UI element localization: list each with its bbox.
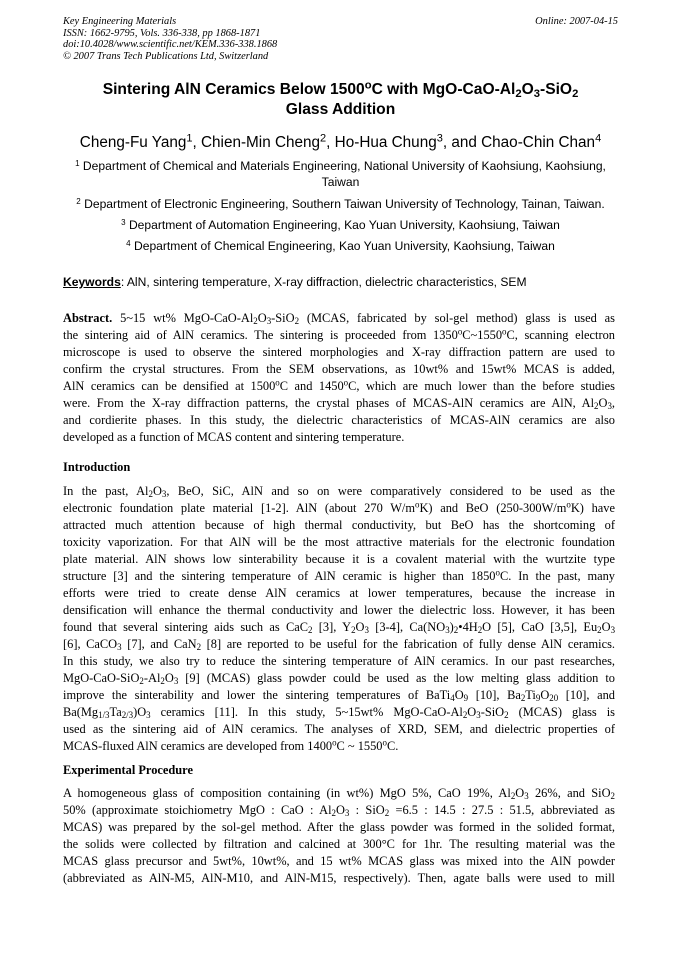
author-list: Cheng-Fu Yang$^1$, Chien-Min Cheng$^2$, Ho-Hua Chung$^3$, and Chao-Chin Chan$^4$ (79, 132, 602, 151)
paper-title: Sintering AlN Ceramics Below 1500$^o$C with MgO-$CaO-Al_2O_3-SiO_2$ Glass Addition (63, 80, 618, 120)
section-heading-experimental: Experimental Procedure (63, 763, 193, 777)
journal-doi: doi:10.4028/www.scientific.net/KEM.336-338.1868 (63, 39, 278, 51)
author-name: Chien-Min Cheng (201, 134, 321, 151)
affiliation: $^1$ Department of Chemical and Materials Engineering, National University of Kaohsiung, Kaohsiung, Taiwan (75, 159, 606, 189)
keywords (63, 274, 623, 290)
affiliation: $^3$ Department of Automation Engineering, Kao Yuan University, Kaohsiung, Taiwan (121, 218, 560, 232)
journal-copyright: © 2007 Trans Tech Publications Ltd, Switzerland (63, 50, 269, 62)
section-heading-introduction: Introduction (63, 460, 131, 474)
journal-issn: ISSN: 1662-9795, Vols. 336-338, pp 1868-1871 (63, 27, 261, 39)
introduction-body: In the past, $Al_2O_3$, BeO, SiC, AlN and so on were comparatively considered to be used as the electronic foundation plate material [1-2]. AlN (about 270 $W/m^oK$) and BeO $(250-300W/m^oK)$ have attracted much attention because of high thermal conductivity, but BeO has the shortcoming of toxicity vaporization. For that AlN will be the most attractive materials for the electronic foundation plate material. AlN shows low sinterability because it is a covalent material with the wurtzite type structure [3] and the sintering temperature of AlN ceramic is higher than 1850$^o$C. In the past, many efforts were tried to create dense AlN ceramics at lower temperatures, because the increase in densification will enhance the thermal conductivity and lower the dielectric loss. However, it has been found that several sintering aids such as CaC$_2$ [3], $Y_2O_3$ [3-4], $Ca(NO_3)_2•4H_2O$ [5], CaO [3,5], $Eu_2O_3$ [6], CaCO$_3$ [7], and CaN$_2$ [8] are reported to be useful for the fabrication of fully dense AlN ceramics. In this study, we also try to reduce the sintering temperature of AlN ceramics. In our past researches, MgO-$CaO-SiO_2-Al_2O_3$ [9] (MCAS) glass powder could be used as the low melting glass addition to improve the sinterability and lower the sintering temperatures of $BaTi_4O_9$ [10], $Ba_2Ti_9O_{20}$ [10], and $Ba(Mg_{1/3}Ta_{2/3})O_3$ ceramics [11]. In this study, 5~15wt% MgO-$CaO-Al_2O_3-SiO_2$ (MCAS) glass is used as the sintering aid of AlN ceramics. The analyses of XRD, SEM, and dielectric properties of MCAS-fluxed AlN ceramics are developed from 1400$^o$C ~ 1550$^o$C. (63, 484, 616, 753)
experimental-body: A homogeneous glass of composition containing (in wt%) MgO 5%, CaO 19%, $Al_2O_3$ 26%, and SiO$_2$ 50% (approximate stoichiometry MgO : CaO : $Al_2O_3$ : SiO$_2$ =6.5 : 14.5 : 27.5 : 51.5, abbreviated as MCAS) was prepared by the sol-gel method. After the glass powder was formed in the solided format, the solids were collected by filtration and calcined at 300°C for 1hr. The resulting material was the MCAS glass precursor and 5wt%, 10wt%, and 15 wt% MCAS glass was mixed into the AlN powder (abbreviated as AlN-M5, AlN-M10, and AlN-M15, respectively). Then, agate balls were used to mill (63, 786, 615, 885)
journal-header (63, 16, 618, 62)
author-name: Chao-Chin Chan (481, 134, 596, 151)
author-name: Ho-Hua Chung (334, 134, 437, 151)
affiliation: $^2$ Department of Electronic Engineering, Southern Taiwan University of Technology, Tainan, Taiwan. (76, 197, 605, 211)
online-date: Online: 2007-04-15 (535, 16, 618, 27)
keywords-text: : AlN, sintering temperature, X-ray diffraction, dielectric characteristics, SEM (120, 275, 527, 289)
abstract: Abstract. 5~15 wt% MgO-$CaO-Al_2O_3-SiO_2$ (MCAS, fabricated by sol-gel method) glass is used as the sintering aid of AlN ceramics. The sintering is proceeded from 1350$^o$C~1550$^o$C, scanning electron microscope is used to observe the sintered morphologies and X-ray diffraction pattern are used to confirm the crystal structures. From the SEM observations, as 10wt% and 15wt% MCAS is added, AlN ceramics can be densified at 1500$^o$C and 1450$^o$C, which are much lower than the before studies were. From the X-ray diffraction patterns, the crystal phases of MCAS-AlN ceramics are AlN, $Al_2O_3$, and cordierite phases. In this study, the dielectric characteristics of MCAS-AlN ceramics are also developed as a function of MCAS content and sintering temperature. (63, 311, 616, 444)
affiliation: $^4$ Department of Chemical Engineering, Kao Yuan University, Kaohsiung, Taiwan (126, 239, 555, 253)
journal-name: Key Engineering Materials (63, 16, 177, 27)
author-name: Cheng-Fu Yang (79, 134, 187, 151)
keywords-label: Keywords (63, 275, 121, 289)
paper-title-line2: Glass Addition (285, 101, 396, 118)
